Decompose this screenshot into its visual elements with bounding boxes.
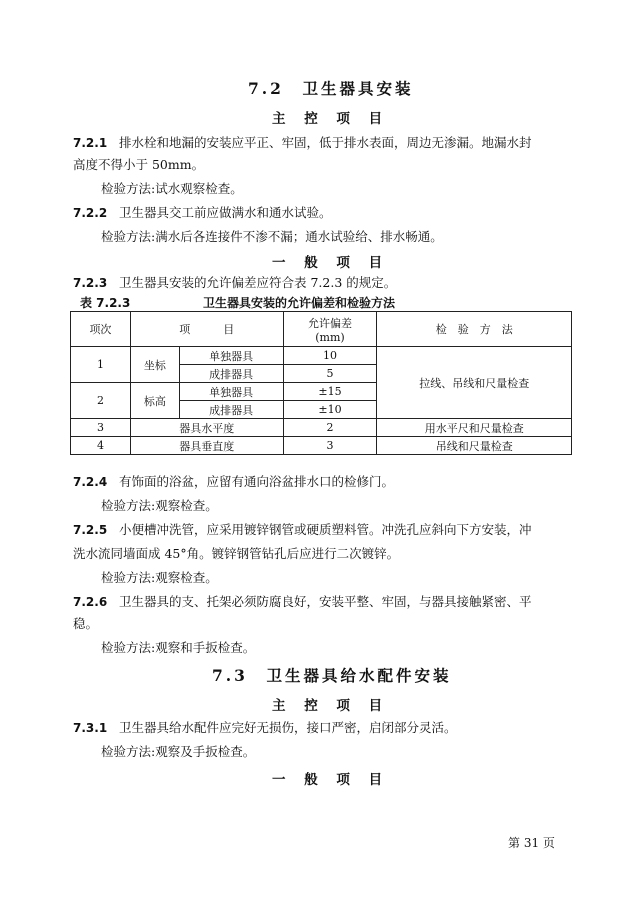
section-7-2-heading: 7.2 卫生器具安装 [248,79,414,98]
table-row [71,437,572,455]
table-header-row [71,312,572,347]
clause-number: 7.2.6 [73,595,108,609]
table-cell: 单独器具 [179,383,283,401]
clause-number: 7.2.1 [73,136,108,150]
table-row [71,419,572,437]
clause-text: 卫生器具的支、托架必须防腐良好，安装平整、牢固，与器具接触紧密、平 [119,594,532,609]
inspection-method: 检验方法:观察检查。 [101,570,218,585]
table-cell: 用水平尺和尺量检查 [377,419,572,437]
table-cell: 10 [283,347,377,365]
table-cell: 吊线和尺量检查 [377,437,572,455]
header-cell-line: (mm) [315,330,345,344]
clause-number: 7.2.3 [73,276,108,290]
header-cell: 项次 [71,312,131,347]
clause-text: 卫生器具安装的允许偏差应符合表 7.2.3 的规定。 [119,275,397,290]
table-cell: ±15 [283,383,377,401]
clause-number: 7.2.4 [73,475,108,489]
inspection-method: 检验方法:观察检查。 [101,498,218,513]
table-cell: 器具垂直度 [130,437,283,455]
inspection-method: 检验方法:满水后各连接件不渗不漏；通水试验给、排水畅通。 [101,229,443,244]
clause-text: 排水栓和地漏的安装应平正、牢固，低于排水表面，周边无渗漏。地漏水封 [119,135,532,150]
table-row [71,347,572,365]
clause-text: 有饰面的浴盆，应留有通向浴盆排水口的检修门。 [119,474,395,489]
clause-number: 7.2.2 [73,206,108,220]
table-cell: 5 [283,365,377,383]
table-cell: 器具水平度 [130,419,283,437]
table-cell: 4 [71,437,131,455]
inspection-method: 检验方法:观察及手扳检查。 [101,744,256,759]
clause-7-2-1 [73,133,532,153]
table-cell: 3 [283,437,377,455]
header-cell: 检 验 方 法 [377,312,572,347]
clause-7-3-1 [73,718,457,738]
header-cell-line: 允许偏差 [307,316,352,330]
inspection-method: 检验方法:观察和手扳检查。 [101,640,256,655]
clause-7-2-6 [73,592,532,612]
clause-7-2-1-cont: 高度不得小于 50mm。 [73,157,205,172]
table-cell: 拉线、吊线和尺量检查 [377,347,572,419]
header-cell: 项 目 [130,312,283,347]
general-items-heading: 一 般 项 目 [272,255,390,271]
clause-text: 卫生器具给水配件应完好无损伤，接口严密，启闭部分灵活。 [119,720,457,735]
main-items-heading: 主 控 项 目 [272,111,390,127]
table-cell: 2 [71,383,131,419]
clause-7-2-3 [73,273,396,293]
table-cell: 成排器具 [179,365,283,383]
table-cell: 3 [71,419,131,437]
table-number: 表 7.2.3 [80,296,131,310]
table-cell: 单独器具 [179,347,283,365]
clause-number: 7.2.5 [73,523,108,537]
main-items-heading: 主 控 项 目 [272,698,390,714]
clause-7-2-2 [73,203,332,223]
table-cell: 2 [283,419,377,437]
clause-7-2-4 [73,472,394,492]
table-cell: 标高 [130,383,179,419]
general-items-heading: 一 般 项 目 [272,772,390,788]
clause-text: 小便槽冲洗管，应采用镀锌钢管或硬质塑料管。冲洗孔应斜向下方安装，冲 [119,522,532,537]
page-number: 第 31 页 [508,836,555,850]
table-title: 卫生器具安装的允许偏差和检验方法 [203,296,396,310]
clause-7-2-5-cont: 洗水流同墙面成 45°角。镀锌钢管钻孔后应进行二次镀锌。 [73,546,400,561]
inspection-method: 检验方法:试水观察检查。 [101,181,243,196]
table-cell: 成排器具 [179,401,283,419]
section-7-3-heading: 7.3 卫生器具给水配件安装 [212,666,452,685]
tolerance-table [70,311,572,455]
table-cell: 坐标 [130,347,179,383]
table-cell: 1 [71,347,131,383]
clause-number: 7.3.1 [73,721,108,735]
clause-text: 卫生器具交工前应做满水和通水试验。 [119,205,332,220]
header-cell [283,312,377,347]
clause-7-2-5 [73,520,532,540]
table-cell: ±10 [283,401,377,419]
clause-7-2-6-cont: 稳。 [73,616,99,631]
